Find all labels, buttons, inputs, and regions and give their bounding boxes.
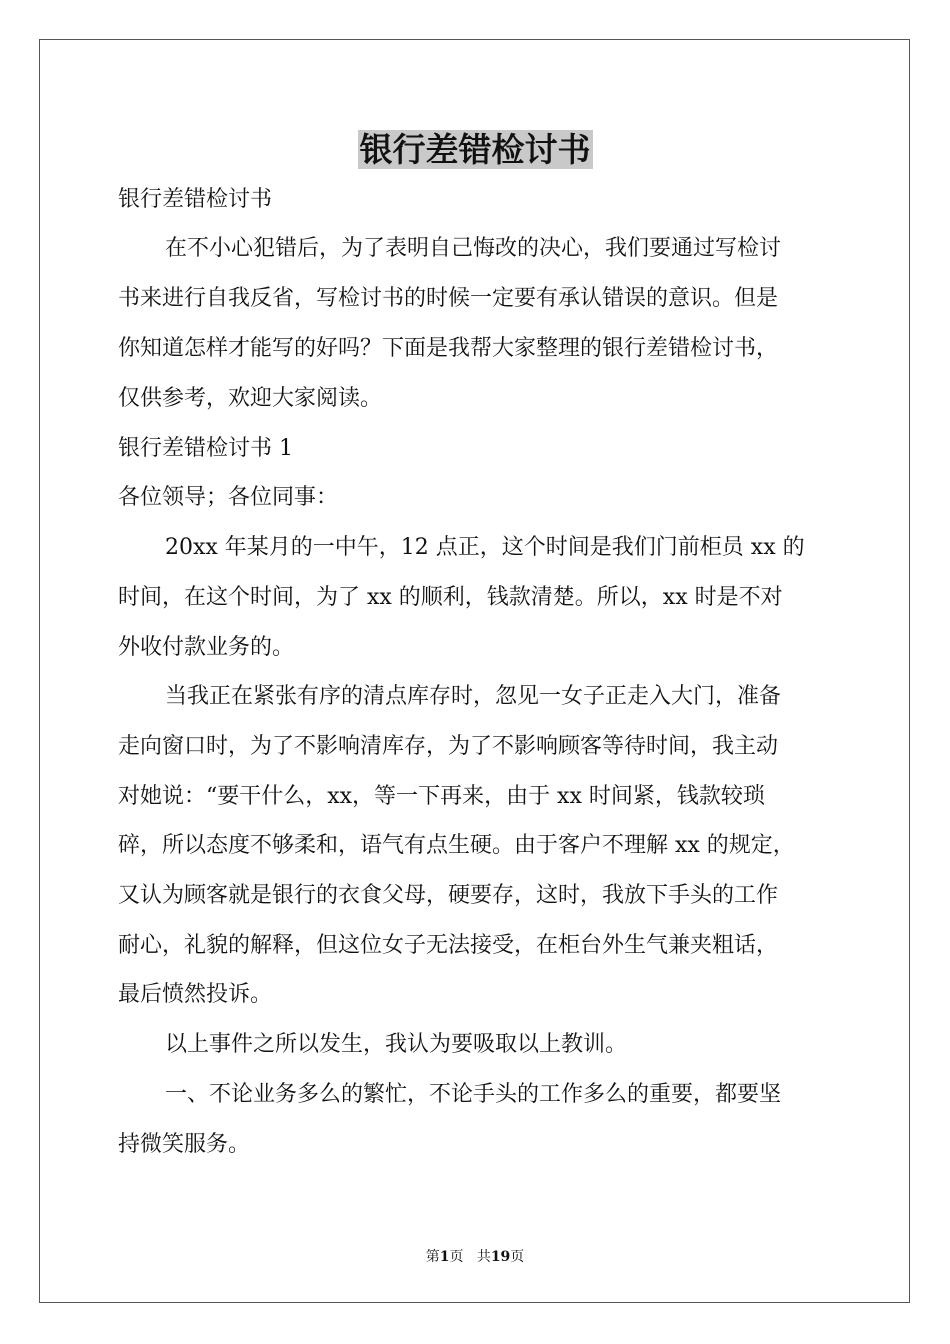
- page-prefix: 第: [425, 1249, 440, 1265]
- body-line: 耐心，礼貌的解释，但这位女子无法接受，在柜台外生气兼夹粗话，: [118, 933, 779, 958]
- body-line: 仅供参考，欢迎大家阅读。: [118, 386, 383, 411]
- body-line: 书来进行自我反省，写检讨书的时候一定要有承认错误的意识。但是: [118, 286, 779, 311]
- page-suffix: 页: [449, 1249, 464, 1265]
- document-title-text: 银行差错检讨书: [359, 130, 591, 169]
- body-line: 对她说：“要干什么，xx，等一下再来，由于 xx 时间紧，钱款较琐: [118, 784, 765, 809]
- body-line: 银行差错检讨书: [118, 187, 273, 212]
- document-title: [0, 128, 950, 172]
- total-pages: 19: [490, 1249, 511, 1265]
- page-border: [39, 39, 910, 1303]
- total-suffix: 页: [510, 1249, 525, 1265]
- page-number: 1: [439, 1249, 450, 1265]
- body-line: 时间，在这个时间，为了 xx 的顺利，钱款清楚。所以，xx 时是不对: [118, 585, 783, 610]
- body-line: 你知道怎样才能写的好吗？下面是我帮大家整理的银行差错检讨书，: [118, 336, 779, 361]
- body-line: 持微笑服务。: [118, 1132, 251, 1157]
- body-line: 最后愤然投诉。: [118, 982, 273, 1007]
- body-line: 外收付款业务的。: [118, 635, 295, 660]
- body-line: 走向窗口时，为了不影响清库存，为了不影响顾客等待时间，我主动: [118, 734, 779, 759]
- total-prefix: 共: [476, 1249, 491, 1265]
- section-heading: 银行差错检讨书 1: [118, 436, 293, 461]
- body-line: 20xx 年某月的一中午，12 点正，这个时间是我们门前柜员 xx 的: [165, 535, 805, 560]
- body-line: 一、不论业务多么的繁忙，不论手头的工作多么的重要，都要坚: [165, 1082, 782, 1107]
- body-line: 又认为顾客就是银行的衣食父母，硬要存，这时，我放下手头的工作: [118, 883, 779, 908]
- body-line: 当我正在紧张有序的清点库存时，忽见一女子正走入大门，准备: [165, 684, 782, 709]
- page-footer: [0, 1248, 950, 1266]
- body-line: 在不小心犯错后，为了表明自己悔改的决心，我们要通过写检讨: [165, 236, 782, 261]
- body-line: 碎，所以态度不够柔和，语气有点生硬。由于客户不理解 xx 的规定，: [118, 833, 795, 858]
- salutation: 各位领导；各位同事：: [118, 485, 339, 510]
- body-line: 以上事件之所以发生，我认为要吸取以上教训。: [165, 1032, 628, 1057]
